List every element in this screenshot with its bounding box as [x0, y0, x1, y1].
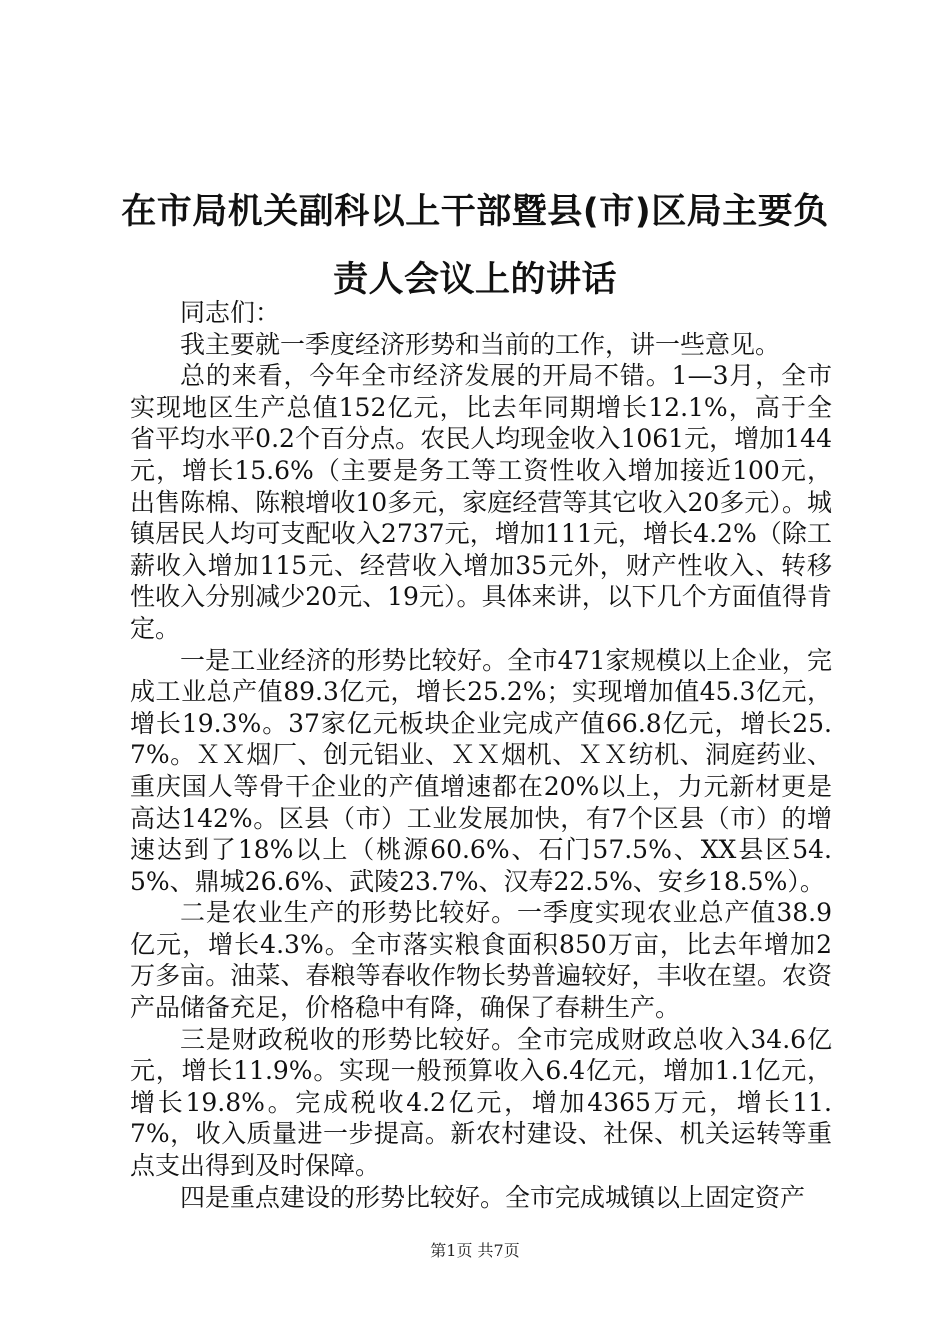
paragraph-agriculture: 二是农业生产的形势比较好。一季度实现农业总产值38.9亿元，增长4.3%。全市落实粮食面积850万亩，比去年增加2万多亩。油菜、春粮等春收作物长势普遍较好，丰收在望。农资产品储备充足，价格稳中有降，确保了春耕生产。	[130, 898, 832, 1023]
document-body	[130, 297, 832, 1213]
page-footer: 第1页 共7页	[430, 1241, 520, 1260]
paragraph-salutation: 同志们：	[180, 298, 281, 327]
paragraph-industry: 一是工业经济的形势比较好。全市471家规模以上企业，完成工业总产值89.3亿元，增长25.2%；实现增加值45.3亿元，增长19.3%。37家亿元板块企业完成产值66.8亿元，增长25.7%。ＸＸ烟厂、创元铝业、ＸＸ烟机、ＸＸ纺机、洞庭药业、重庆国人等骨干企业的产值增速都在20%以上，力元新材更是高达142%。区县（市）工业发展加快，有7个区县（市）的增速达到了18%以上（桃源60.6%、石门57.5%、XX县区54.5%、鼎城26.6%、武陵23.7%、汉寿22.5%、安乡18.5%）。	[130, 645, 832, 896]
document-title: 在市局机关副科以上干部暨县(市)区局主要负责人会议上的讲话	[121, 192, 829, 300]
paragraph-construction: 四是重点建设的形势比较好。全市完成城镇以上固定资产	[180, 1182, 806, 1212]
paragraph-overview: 总的来看，今年全市经济发展的开局不错。1—3月，全市实现地区生产总值152亿元，比去年同期增长12.1%，高于全省平均水平0.2个百分点。农民人均现金收入1061元，增加144元，增长15.6%（主要是务工等工资性收入增加接近100元，出售陈棉、陈粮增收10多元，家庭经营等其它收入20多元）。城镇居民人均可支配收入2737元，增加111元，增长4.2%（除工薪收入增加115元、经营收入增加35元外，财产性收入、转移性收入分别减少20元、19元）。具体来讲，以下几个方面值得肯定。	[130, 361, 832, 643]
paragraph-intro: 我主要就一季度经济形势和当前的工作，讲一些意见。	[180, 329, 781, 359]
paragraph-finance: 三是财政税收的形势比较好。全市完成财政总收入34.6亿元，增长11.9%。实现一般预算收入6.4亿元，增加1.1亿元，增长19.8%。完成税收4.2亿元，增加4365万元，增长11.7%，收入质量进一步提高。新农村建设、社保、机关运转等重点支出得到及时保障。	[130, 1024, 832, 1181]
